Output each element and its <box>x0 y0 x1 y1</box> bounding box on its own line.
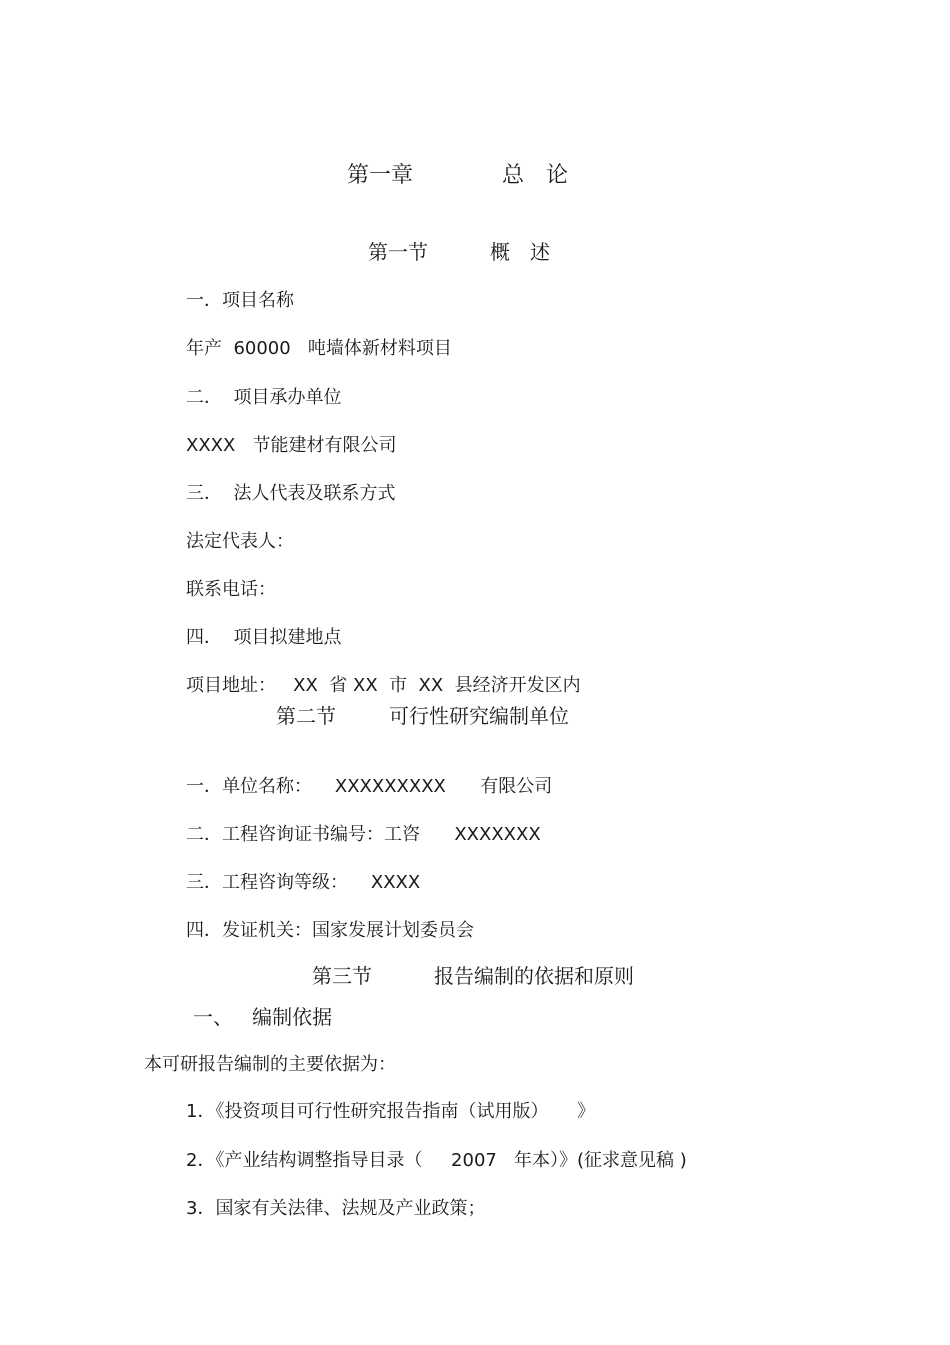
section3-number: 第三节 <box>312 964 372 988</box>
basis-list-item: 2．《产业结构调整指导目录（ 2007 年本）》(征求意见稿 ) <box>186 1150 687 1171</box>
section3-intro: 本可研报告编制的主要依据为： <box>144 1054 396 1075</box>
section1-line: 项目地址： XX 省 XX 市 XX 县经济开发区内 <box>186 675 581 696</box>
chapter-title: 总 论 <box>502 163 569 188</box>
section1-line: 联系电话： <box>186 579 276 600</box>
basis-list-item: 3．国家有关法律、法规及产业政策； <box>186 1198 486 1219</box>
section2-line: 一．单位名称： XXXXXXXXX 有限公司 <box>186 776 553 797</box>
section2-number: 第二节 <box>276 704 336 728</box>
section1-line: XXXX 节能建材有限公司 <box>186 435 397 456</box>
basis-list-item: 1．《投资项目可行性研究报告指南（试用版） 》 <box>186 1101 596 1122</box>
section3-subheading: 一、 编制依据 <box>193 1005 333 1029</box>
section1-line: 三． 法人代表及联系方式 <box>186 483 396 504</box>
section2-line: 三．工程咨询等级： XXXX <box>186 872 421 893</box>
section2-line: 四．发证机关：国家发展计划委员会 <box>186 920 474 941</box>
section2-line: 二．工程咨询证书编号：工咨 XXXXXXX <box>186 824 541 845</box>
section1-title: 概 述 <box>490 240 550 264</box>
section1-line: 法定代表人： <box>186 531 294 552</box>
section3-title: 报告编制的依据和原则 <box>434 964 634 988</box>
section2-title: 可行性研究编制单位 <box>389 704 569 728</box>
section1-line: 二． 项目承办单位 <box>186 387 342 408</box>
section1-line: 一．项目名称 <box>186 290 294 311</box>
section1-line: 四． 项目拟建地点 <box>186 627 342 648</box>
section1-line: 年产 60000 吨墙体新材料项目 <box>186 338 452 359</box>
section1-number: 第一节 <box>368 240 428 264</box>
chapter-number: 第一章 <box>347 163 414 188</box>
